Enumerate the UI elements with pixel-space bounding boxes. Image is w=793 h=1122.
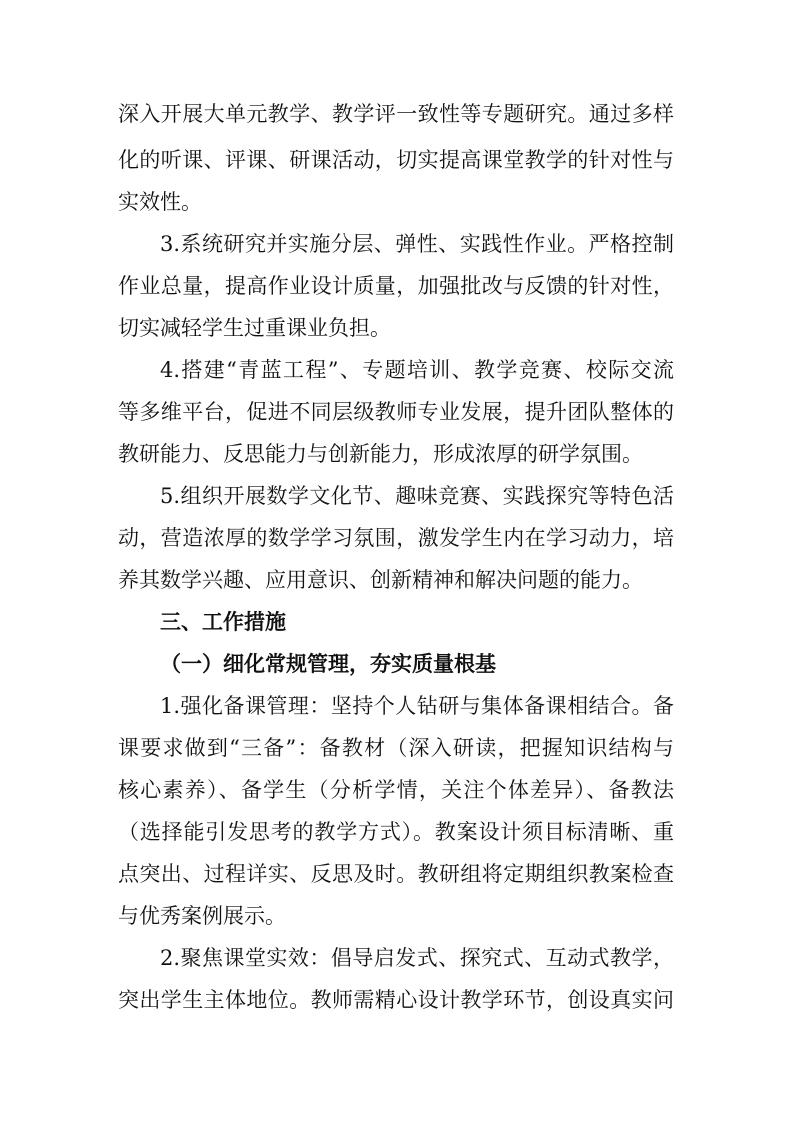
measure-1-line: 1.强化备课管理：坚持个人钻研与集体备课相结合。备 [160, 694, 674, 718]
body-text-line: 作业总量，提高作业设计质量，加强批改与反馈的针对性， [118, 274, 674, 298]
body-text-line: 养其数学兴趣、应用意识、创新精神和解决问题的能力。 [118, 568, 643, 592]
body-text-line: （选择能引发思考的教学方式）。教案设计须目标清晰、重 [118, 820, 674, 844]
body-text-line: 等多维平台，促进不同层级教师专业发展，提升团队整体的 [118, 400, 674, 424]
subsection-heading: （一）细化常规管理，夯实质量根基 [160, 651, 496, 676]
section-heading: 三、工作措施 [160, 610, 286, 634]
body-text-line: 深入开展大单元教学、教学评一致性等专题研究。通过多样 [118, 102, 674, 126]
list-item-3-line: 3.系统研究并实施分层、弹性、实践性作业。严格控制 [160, 232, 674, 256]
body-text-line: 切实减轻学生过重课业负担。 [118, 316, 391, 340]
body-text-line: 动，营造浓厚的数学学习氛围，激发学生内在学习动力，培 [118, 526, 674, 550]
body-text-line: 课要求做到“三备”：备教材（深入研读，把握知识结构与 [118, 736, 674, 760]
body-text-line: 化的听课、评课、研课活动，切实提高课堂教学的针对性与 [118, 148, 674, 172]
body-text-line: 与优秀案例展示。 [118, 904, 286, 928]
body-text-line: 核心素养）、备学生（分析学情，关注个体差异）、备教法 [118, 778, 674, 802]
body-text-line: 实效性。 [118, 190, 202, 214]
list-item-4-line: 4.搭建“青蓝工程”、专题培训、教学竞赛、校际交流 [160, 358, 674, 382]
measure-2-line: 2.聚焦课堂实效：倡导启发式、探究式、互动式教学， [160, 946, 674, 970]
body-text-line: 点突出、过程详实、反思及时。教研组将定期组织教案检查 [118, 862, 674, 886]
body-text-line: 突出学生主体地位。教师需精心设计教学环节，创设真实问 [118, 988, 674, 1012]
body-text-line: 教研能力、反思能力与创新能力，形成浓厚的研学氛围。 [118, 442, 643, 466]
list-item-5-line: 5.组织开展数学文化节、趣味竞赛、实践探究等特色活 [160, 484, 674, 508]
